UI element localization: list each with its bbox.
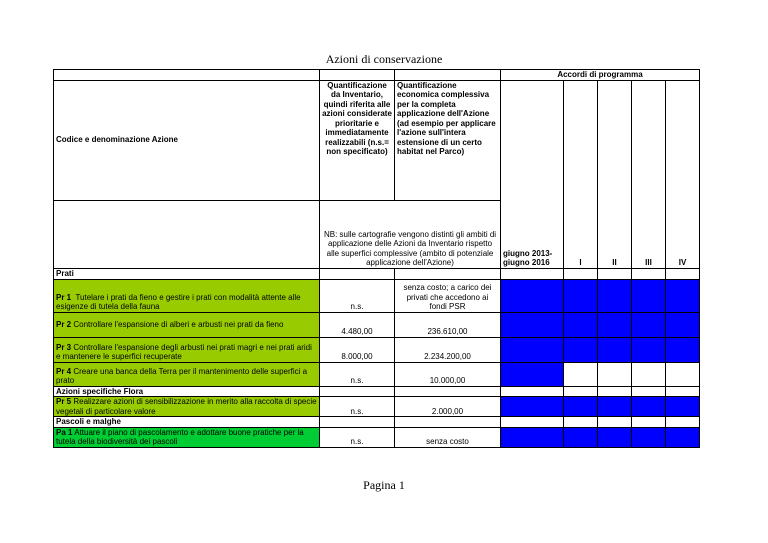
header-blank-cell — [395, 70, 501, 81]
inventario-value: n.s. — [320, 397, 395, 417]
header-blank-cell — [54, 70, 320, 81]
page-footer: Pagina 1 — [363, 478, 405, 492]
inventario-value: n.s. — [320, 279, 395, 312]
col-i-header: I — [564, 80, 598, 268]
accordi-header: Accordi di programma — [501, 70, 700, 81]
quant-inventario-header: Quantificazione da Inventario, quindi riferita alle azioni considerate prioritarie e immediatamente realizzabili (n.s.= non specificato) — [320, 80, 395, 200]
section-flora: Azioni specifiche Flora — [54, 386, 320, 397]
economica-value: 2.234.200,00 — [395, 337, 501, 362]
blank-cell — [54, 200, 320, 268]
quant-economica-header: Quantificazione economica complessiva per la completa applicazione dell'Azione (ad esempio per applicare l'azione sull'intera estensione di un certo habitat nel Parco) — [395, 80, 501, 200]
inventario-value: 8.000,00 — [320, 337, 395, 362]
page-title: Azioni di conservazione — [325, 52, 443, 66]
economica-value: senza costo; a carico dei privati che accedono ai fondi PSR — [395, 279, 501, 312]
economica-value: 2.000,00 — [395, 397, 501, 417]
inventario-value: 4.480,00 — [320, 312, 395, 337]
action-row-label: Pa 1 Attuare il piano di pascolamento e adottare buone pratiche per la tutela della biodiversità dei pascoli — [54, 427, 320, 447]
inventario-value: n.s. — [320, 362, 395, 386]
col-iv-header: IV — [666, 80, 700, 268]
section-prati: Prati — [54, 268, 320, 279]
col-iii-header: III — [632, 80, 666, 268]
inventario-value: n.s. — [320, 427, 395, 447]
action-row-label: Pr 5 Realizzare azioni di sensibilizzazione in merito alla raccolta di specie vegetali di particolare valore — [54, 397, 320, 417]
action-row-label: Pr 3 Controllare l'espansione degli arbusti nei prati magri e nei prati aridi e mantenere le superfici recuperate — [54, 337, 320, 362]
header-blank-cell — [320, 70, 395, 81]
section-pascoli: Pascoli e malghe — [54, 417, 320, 428]
action-row-label: Pr 1 Tutelare i prati da fieno e gestire i prati con modalità attente alle esigenze di tutela della fauna — [54, 279, 320, 312]
col-ii-header: II — [598, 80, 632, 268]
conservation-actions-table — [53, 69, 700, 448]
action-row-label: Pr 2 Controllare l'espansione di alberi e arbusti nei prati da fieno — [54, 312, 320, 337]
codice-header: Codice e denominazione Azione — [54, 80, 320, 200]
periodo-header: giugno 2013-giugno 2016 — [501, 80, 564, 268]
nb-note: NB: sulle cartografie vengono distinti gli ambiti di applicazione delle Azioni da Inventario rispetto alle superfici complessive (ambito di potenziale applicazione dell'Azione) — [320, 200, 501, 268]
action-row-label: Pr 4 Creare una banca della Terra per il mantenimento delle superfici a prato — [54, 362, 320, 386]
economica-value: senza costo — [395, 427, 501, 447]
economica-value: 10.000,00 — [395, 362, 501, 386]
economica-value: 236.610,00 — [395, 312, 501, 337]
